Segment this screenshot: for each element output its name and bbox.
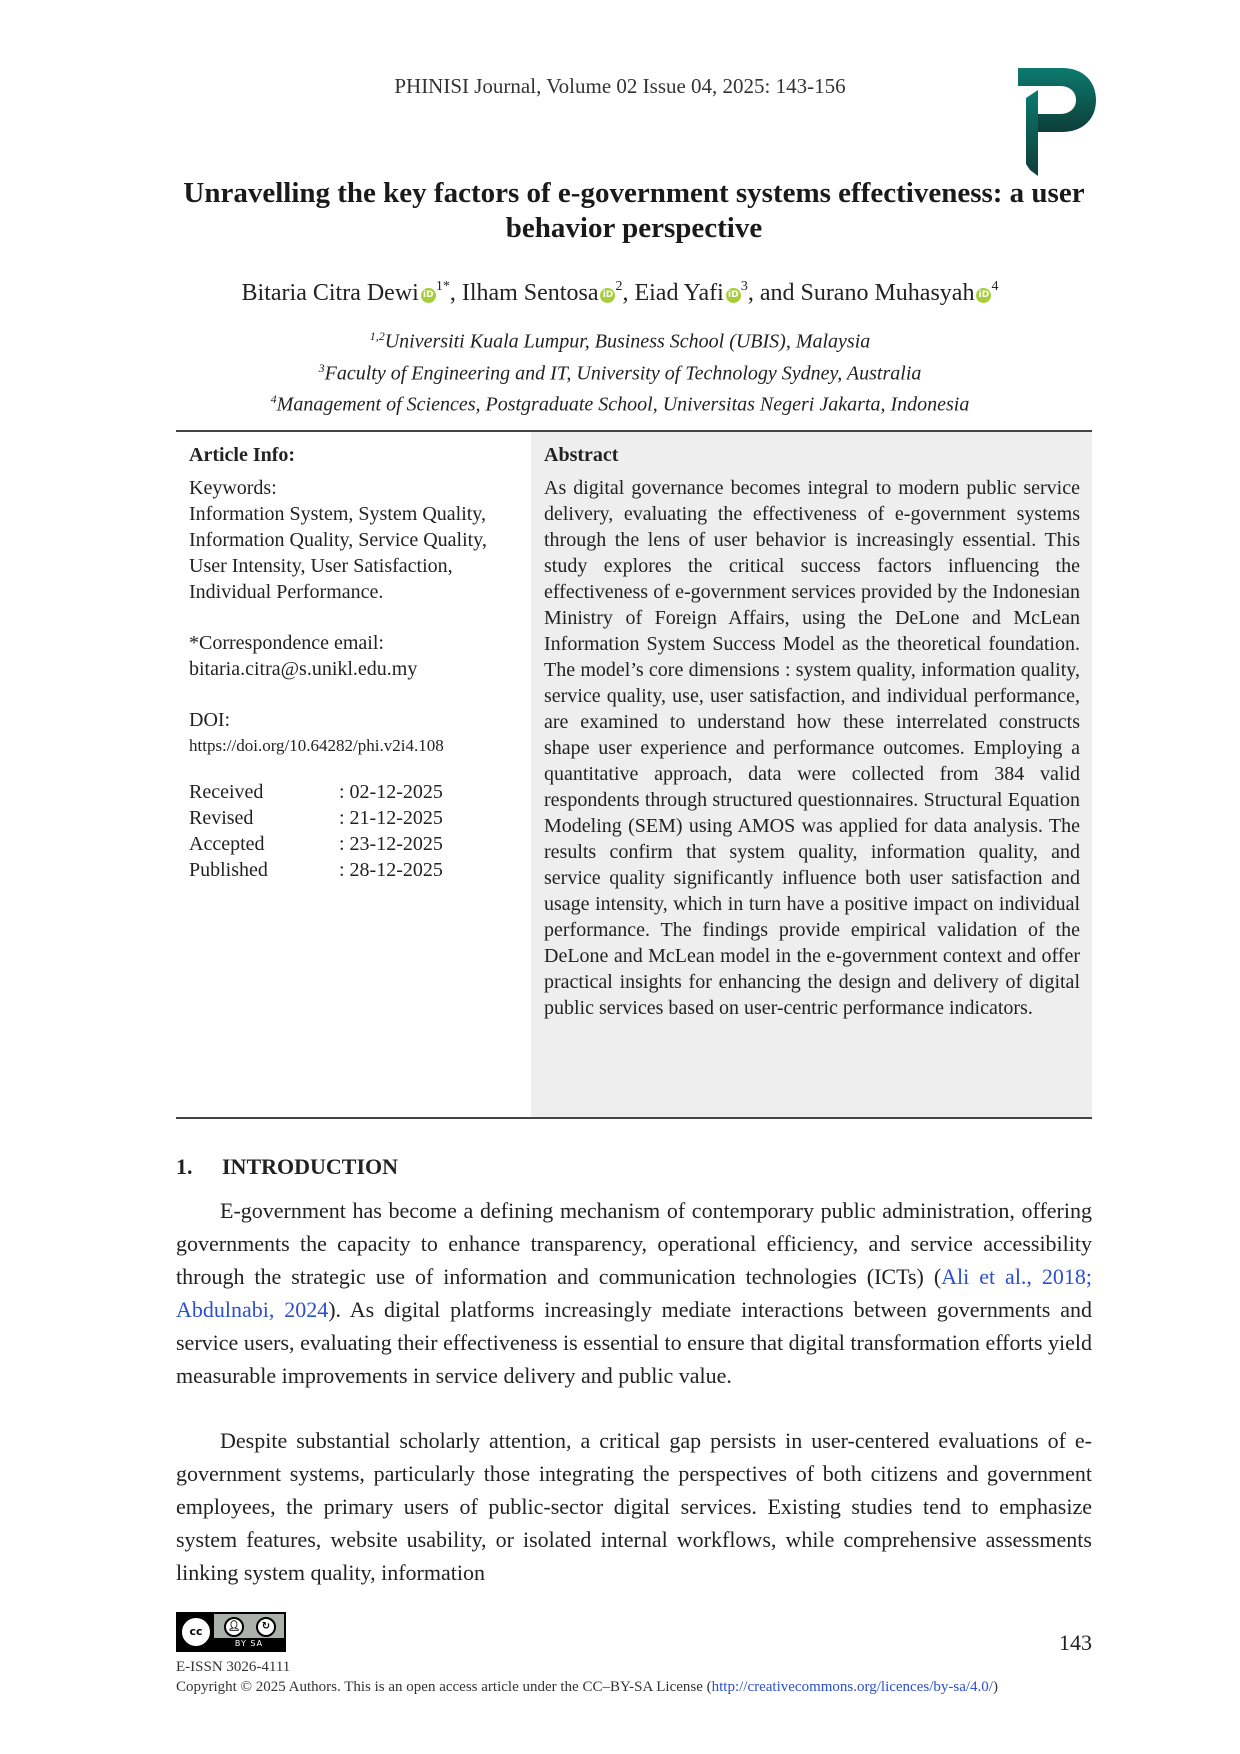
cc-mark: cc	[182, 1618, 210, 1646]
author-name: Ilham Sentosa	[461, 280, 599, 306]
date-label: Published	[189, 859, 268, 881]
author-sup: 2	[615, 279, 623, 294]
keywords-label: Keywords:	[189, 477, 277, 499]
section-title-text: INTRODUCTION	[222, 1154, 399, 1179]
copyright-text: Copyright © 2025 Authors. This is an open access article under the CC–BY-SA License (	[176, 1679, 712, 1695]
affiliation	[0, 386, 1240, 418]
correspondence-label: *Correspondence email:	[189, 632, 384, 654]
date-label: Accepted	[189, 833, 265, 855]
affiliations	[0, 323, 1240, 418]
affiliation-text: Management of Sciences, Postgraduate School, Universitas Negeri Jakarta, Indonesia	[276, 393, 970, 416]
citation-link[interactable]: Ali et al., 2018; Abdulnabi, 2024	[176, 1264, 1092, 1322]
date-row-accepted	[189, 831, 518, 857]
correspondence-email[interactable]: bitaria.citra@s.unikl.edu.my	[189, 658, 418, 680]
paragraph-text: Despite substantial scholarly attention, a critical gap persists in user-centered evaluations of e-government systems, particularly those integrating the perspectives of both citizens and government employees, the primary users of public-sector digital services. Existing studies tend to emphasize system features, website usability, or isolated internal workflows, while comprehensive assessments linking system quality, information	[176, 1428, 1092, 1585]
date-value: : 28-12-2025	[339, 859, 443, 881]
section-heading	[176, 1154, 398, 1180]
paragraph-text: ). As digital platforms increasingly mediate interactions between governments and service users, evaluating their effectiveness is essential to ensure that digital transformation efforts yield measurable improvements in service delivery and public value.	[176, 1297, 1092, 1388]
author-name: Bitaria Citra Dewi	[241, 280, 419, 306]
by-icon: 👤︎	[224, 1617, 244, 1637]
intro-paragraph-2	[176, 1424, 1092, 1589]
doi-link[interactable]: https://doi.org/10.64282/phi.v2i4.108	[189, 736, 444, 755]
copyright-line	[176, 1679, 998, 1696]
abstract-heading: Abstract	[544, 444, 619, 466]
date-value: : 23-12-2025	[339, 833, 443, 855]
affiliation-sup: 4	[270, 392, 277, 407]
journal-header: PHINISI Journal, Volume 02 Issue 04, 2025: 143-156	[394, 74, 846, 98]
author-separator: ,	[449, 280, 462, 306]
orcid-icon[interactable]: iD	[600, 288, 615, 303]
keywords-text: Information System, System Quality, Information Quality, Service Quality, User Intensity, User Satisfaction, Individual Performance.	[189, 503, 487, 603]
date-value: : 02-12-2025	[339, 781, 443, 803]
abstract-text: As digital governance becomes integral to modern public service delivery, evaluating the effectiveness of e-government systems through the lens of user behavior is increasingly essential. This study explores the critical success factors influencing the effectiveness of e-government services provided by the Indonesian Ministry of Foreign Affairs, using the DeLone and McLean Information System Success Model as the theoretical foundation. The model’s core dimensions : system quality, information quality, service quality, use, user satisfaction, and individual performance, are examined to understand how these interrelated constructs shape user experience and performance outcomes. Employing a quantitative approach, data were collected from 384 valid respondents through structured questionnaires. Structural Equation Modeling (SEM) using AMOS was applied for data analysis. The results confirm that system quality, information quality, and service quality significantly influence both user satisfaction and usage intensity, which in turn have a positive impact on individual performance. The findings provide empirical validation of the DeLone and McLean model in the e-government context and offer practical insights for enhancing the design and delivery of digital public services based on user-centric performance indicators.	[544, 477, 1080, 1019]
journal-logo	[1018, 68, 1096, 176]
issn: E-ISSN 3026-4111	[176, 1659, 291, 1675]
author-list	[0, 279, 1240, 307]
author-sup: 3	[740, 279, 748, 294]
author-name: Surano Muhasyah	[800, 280, 975, 306]
date-row-received	[189, 779, 518, 805]
doi-label: DOI:	[189, 709, 231, 731]
author-name: Eiad Yafi	[634, 280, 724, 306]
author-sup: 1*	[435, 279, 450, 294]
page-number: 143	[1059, 1630, 1092, 1655]
copyright-close: )	[992, 1679, 998, 1695]
author-separator: ,	[622, 280, 635, 306]
affiliation	[0, 355, 1240, 387]
orcid-icon[interactable]: iD	[726, 288, 741, 303]
cc-license-badge[interactable]	[176, 1612, 286, 1652]
cc-icon	[178, 1614, 214, 1650]
section-number: 1.	[176, 1154, 193, 1179]
date-label: Received	[189, 781, 264, 803]
date-value: : 21-12-2025	[339, 807, 443, 829]
orcid-icon[interactable]: iD	[421, 288, 436, 303]
license-link[interactable]: http://creativecommons.org/licences/by-sa/4.0/	[711, 1679, 993, 1695]
article-info-heading: Article Info:	[189, 444, 296, 466]
abstract-panel	[531, 432, 1092, 1117]
affiliation-sup: 3	[318, 360, 325, 375]
affiliation-sup: 1,2	[369, 329, 385, 343]
affiliation-text: Universiti Kuala Lumpur, Business School (UBIS), Malaysia	[384, 330, 871, 353]
intro-paragraph-1	[176, 1194, 1092, 1392]
author-sup: 4	[991, 279, 999, 294]
share-alike-icon: ↻	[256, 1617, 276, 1637]
cc-strip-text: BY SA	[214, 1638, 284, 1650]
article-info-panel	[176, 432, 531, 1117]
date-row-published	[189, 857, 518, 883]
orcid-icon[interactable]: iD	[976, 288, 991, 303]
affiliation	[0, 323, 1240, 355]
paper-title: Unravelling the key factors of e-government systems effectiveness: a user behavior perspective	[183, 177, 1085, 244]
author-separator: , and	[747, 280, 801, 306]
paragraph-text: E-government has become a defining mechanism of contemporary public administration, offering governments the capacity to enhance transparency, operational efficiency, and service accessibility through the strategic use of information and communication technologies (ICTs) (	[176, 1198, 1092, 1289]
article-info-box	[176, 430, 1092, 1119]
date-label: Revised	[189, 807, 254, 829]
date-row-revised	[189, 805, 518, 831]
affiliation-text: Faculty of Engineering and IT, University of Technology Sydney, Australia	[324, 362, 922, 385]
